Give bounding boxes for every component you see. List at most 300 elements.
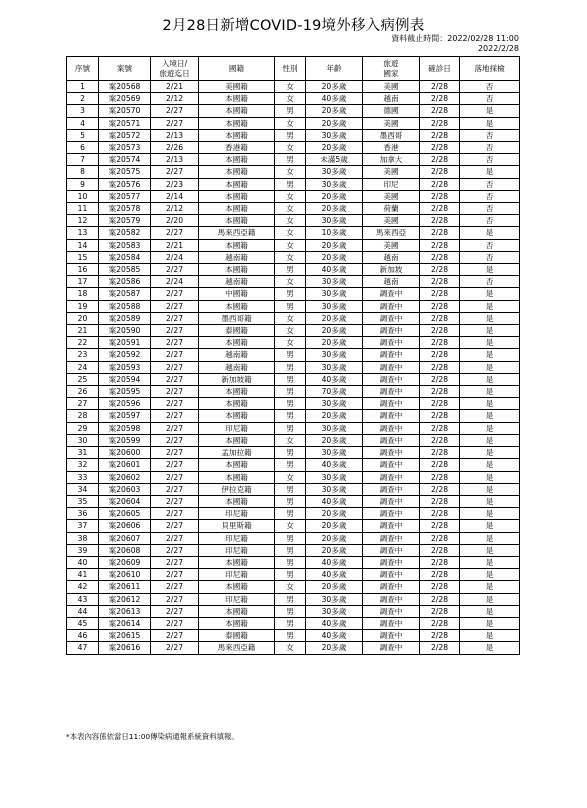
cell-sex: 男: [275, 459, 306, 471]
cell-seq: 14: [67, 239, 99, 251]
cell-diagnosis-date: 2/28: [420, 593, 460, 605]
cell-airport-test: 否: [460, 129, 520, 141]
cell-seq: 9: [67, 178, 99, 190]
cell-travel-country: 德國: [363, 105, 420, 117]
col-header-case-id: 案號: [99, 57, 151, 81]
cell-diagnosis-date: 2/28: [420, 142, 460, 154]
cell-sex: 男: [275, 361, 306, 373]
cell-entry-date: 2/27: [151, 532, 199, 544]
cell-case-id: 案20572: [99, 129, 151, 141]
cell-nationality: 泰國籍: [199, 325, 275, 337]
cell-entry-date: 2/27: [151, 300, 199, 312]
cell-travel-country: 調查中: [363, 410, 420, 422]
cell-airport-test: 是: [460, 300, 520, 312]
cell-nationality: 本國籍: [199, 190, 275, 202]
cell-nationality: 馬來西亞籍: [199, 227, 275, 239]
cell-age: 40多歲: [306, 459, 363, 471]
cell-age: 40多歲: [306, 93, 363, 105]
cell-age: 30多歲: [306, 471, 363, 483]
cell-diagnosis-date: 2/28: [420, 227, 460, 239]
col-header-airport-test: 落地採檢: [460, 57, 520, 81]
cell-travel-country: 調查中: [363, 556, 420, 568]
cell-entry-date: 2/27: [151, 471, 199, 483]
cell-airport-test: 否: [460, 203, 520, 215]
cell-case-id: 案20569: [99, 93, 151, 105]
cell-seq: 7: [67, 154, 99, 166]
table-row: [67, 142, 520, 154]
cell-travel-country: 調查中: [363, 398, 420, 410]
travel-country-label-line2: 國家: [383, 68, 399, 78]
cell-age: 20多歲: [306, 239, 363, 251]
cell-age: 20多歲: [306, 642, 363, 654]
cell-entry-date: 2/27: [151, 544, 199, 556]
cell-diagnosis-date: 2/28: [420, 459, 460, 471]
cell-case-id: 案20571: [99, 117, 151, 129]
cell-sex: 女: [275, 81, 306, 93]
cell-nationality: 本國籍: [199, 166, 275, 178]
cell-seq: 32: [67, 459, 99, 471]
cell-diagnosis-date: 2/28: [420, 471, 460, 483]
cell-diagnosis-date: 2/28: [420, 81, 460, 93]
cell-seq: 1: [67, 81, 99, 93]
cell-entry-date: 2/27: [151, 520, 199, 532]
cell-entry-date: 2/27: [151, 105, 199, 117]
cell-age: 30多歲: [306, 349, 363, 361]
cell-travel-country: 調查中: [363, 373, 420, 385]
cell-travel-country: 調查中: [363, 508, 420, 520]
cell-nationality: 印尼籍: [199, 508, 275, 520]
cell-age: 20多歲: [306, 142, 363, 154]
table-row: [67, 617, 520, 629]
cell-seq: 31: [67, 447, 99, 459]
cell-travel-country: 美國: [363, 81, 420, 93]
cell-sex: 女: [275, 203, 306, 215]
cell-seq: 47: [67, 642, 99, 654]
cell-sex: 女: [275, 142, 306, 154]
cell-case-id: 案20575: [99, 166, 151, 178]
cell-age: 20多歲: [306, 434, 363, 446]
table-row: [67, 325, 520, 337]
cell-airport-test: 否: [460, 239, 520, 251]
cell-age: 20多歲: [306, 105, 363, 117]
cell-seq: 29: [67, 422, 99, 434]
cell-sex: 男: [275, 495, 306, 507]
cell-sex: 女: [275, 190, 306, 202]
cell-diagnosis-date: 2/28: [420, 642, 460, 654]
cell-airport-test: 是: [460, 642, 520, 654]
cell-seq: 21: [67, 325, 99, 337]
cell-age: 30多歲: [306, 178, 363, 190]
cell-diagnosis-date: 2/28: [420, 617, 460, 629]
cell-travel-country: 調查中: [363, 642, 420, 654]
table-row: [67, 508, 520, 520]
cell-seq: 33: [67, 471, 99, 483]
cell-case-id: 案20609: [99, 556, 151, 568]
cell-seq: 13: [67, 227, 99, 239]
cell-diagnosis-date: 2/28: [420, 288, 460, 300]
cell-case-id: 案20608: [99, 544, 151, 556]
cell-travel-country: 調查中: [363, 520, 420, 532]
cell-airport-test: 否: [460, 178, 520, 190]
table-row: [67, 239, 520, 251]
cell-entry-date: 2/14: [151, 190, 199, 202]
cell-age: 30多歲: [306, 300, 363, 312]
cell-travel-country: 調查中: [363, 337, 420, 349]
cell-airport-test: 是: [460, 386, 520, 398]
cell-case-id: 案20584: [99, 251, 151, 263]
cell-travel-country: 調查中: [363, 617, 420, 629]
cell-age: 20多歲: [306, 325, 363, 337]
cell-entry-date: 2/27: [151, 361, 199, 373]
cell-airport-test: 否: [460, 154, 520, 166]
table-row: [67, 581, 520, 593]
cell-case-id: 案20604: [99, 495, 151, 507]
col-header-age: 年齡: [306, 57, 363, 81]
table-row: [67, 337, 520, 349]
cell-airport-test: 是: [460, 373, 520, 385]
cell-travel-country: 加拿大: [363, 154, 420, 166]
cell-case-id: 案20582: [99, 227, 151, 239]
cell-age: 40多歲: [306, 630, 363, 642]
cell-travel-country: 調查中: [363, 300, 420, 312]
cell-travel-country: 美國: [363, 239, 420, 251]
cell-travel-country: 調查中: [363, 422, 420, 434]
cell-seq: 27: [67, 398, 99, 410]
table-row: [67, 312, 520, 324]
cell-seq: 42: [67, 581, 99, 593]
cell-seq: 5: [67, 129, 99, 141]
col-header-travel-country: [363, 57, 420, 81]
cell-airport-test: 是: [460, 105, 520, 117]
cell-airport-test: 是: [460, 495, 520, 507]
cell-age: 70多歲: [306, 386, 363, 398]
cell-sex: 男: [275, 556, 306, 568]
table-row: [67, 117, 520, 129]
cell-diagnosis-date: 2/28: [420, 483, 460, 495]
cell-entry-date: 2/27: [151, 434, 199, 446]
cell-entry-date: 2/27: [151, 495, 199, 507]
cell-nationality: 貝里斯籍: [199, 520, 275, 532]
cell-sex: 女: [275, 117, 306, 129]
cell-nationality: 本國籍: [199, 154, 275, 166]
cell-airport-test: 是: [460, 532, 520, 544]
table-row: [67, 593, 520, 605]
cell-age: 30多歲: [306, 398, 363, 410]
table-row: [67, 264, 520, 276]
cell-age: 20多歲: [306, 312, 363, 324]
table-row: [67, 361, 520, 373]
cell-travel-country: 美國: [363, 190, 420, 202]
cell-diagnosis-date: 2/28: [420, 190, 460, 202]
cell-entry-date: 2/27: [151, 459, 199, 471]
table-row: [67, 190, 520, 202]
table-row: [67, 251, 520, 263]
cell-travel-country: 荷蘭: [363, 203, 420, 215]
cell-nationality: 新加坡籍: [199, 373, 275, 385]
cell-nationality: 中國籍: [199, 288, 275, 300]
cell-sex: 男: [275, 410, 306, 422]
cell-airport-test: 否: [460, 93, 520, 105]
cell-sex: 女: [275, 215, 306, 227]
cell-sex: 女: [275, 325, 306, 337]
table-row: [67, 93, 520, 105]
cell-age: 20多歲: [306, 251, 363, 263]
cell-nationality: 香港籍: [199, 142, 275, 154]
cell-seq: 28: [67, 410, 99, 422]
cell-seq: 19: [67, 300, 99, 312]
cell-seq: 8: [67, 166, 99, 178]
cell-sex: 男: [275, 569, 306, 581]
cell-diagnosis-date: 2/28: [420, 203, 460, 215]
cell-diagnosis-date: 2/28: [420, 569, 460, 581]
table-row: [67, 520, 520, 532]
cell-seq: 23: [67, 349, 99, 361]
cell-case-id: 案20610: [99, 569, 151, 581]
cell-travel-country: 美國: [363, 166, 420, 178]
cell-nationality: 本國籍: [199, 117, 275, 129]
table-row: [67, 288, 520, 300]
cell-case-id: 案20588: [99, 300, 151, 312]
cell-entry-date: 2/27: [151, 398, 199, 410]
cell-airport-test: 是: [460, 288, 520, 300]
cell-seq: 35: [67, 495, 99, 507]
cell-travel-country: 調查中: [363, 312, 420, 324]
cell-entry-date: 2/27: [151, 581, 199, 593]
cell-airport-test: 是: [460, 398, 520, 410]
cell-entry-date: 2/21: [151, 81, 199, 93]
cell-seq: 39: [67, 544, 99, 556]
cell-diagnosis-date: 2/28: [420, 398, 460, 410]
cell-entry-date: 2/27: [151, 569, 199, 581]
cell-entry-date: 2/23: [151, 178, 199, 190]
cell-sex: 男: [275, 398, 306, 410]
cell-airport-test: 是: [460, 581, 520, 593]
cell-seq: 17: [67, 276, 99, 288]
cell-nationality: 本國籍: [199, 129, 275, 141]
cell-travel-country: 調查中: [363, 471, 420, 483]
cell-entry-date: 2/26: [151, 142, 199, 154]
cell-entry-date: 2/27: [151, 349, 199, 361]
cell-entry-date: 2/27: [151, 264, 199, 276]
cell-age: 30多歲: [306, 129, 363, 141]
cell-case-id: 案20602: [99, 471, 151, 483]
cell-travel-country: 調查中: [363, 434, 420, 446]
cell-sex: 男: [275, 288, 306, 300]
cell-sex: 男: [275, 422, 306, 434]
cell-nationality: 越南籍: [199, 349, 275, 361]
cell-diagnosis-date: 2/28: [420, 508, 460, 520]
cell-age: 20多歲: [306, 81, 363, 93]
cell-case-id: 案20613: [99, 605, 151, 617]
cell-entry-date: 2/27: [151, 483, 199, 495]
cell-case-id: 案20592: [99, 349, 151, 361]
cell-sex: 女: [275, 642, 306, 654]
cell-age: 30多歲: [306, 605, 363, 617]
cell-seq: 43: [67, 593, 99, 605]
cell-diagnosis-date: 2/28: [420, 495, 460, 507]
cell-entry-date: 2/27: [151, 325, 199, 337]
cell-nationality: 印尼籍: [199, 532, 275, 544]
cell-sex: 男: [275, 483, 306, 495]
cell-diagnosis-date: 2/28: [420, 325, 460, 337]
cell-age: 40多歲: [306, 569, 363, 581]
cell-sex: 男: [275, 264, 306, 276]
cell-case-id: 案20570: [99, 105, 151, 117]
cell-travel-country: 調查中: [363, 483, 420, 495]
cell-age: 30多歲: [306, 215, 363, 227]
cell-travel-country: 越南: [363, 93, 420, 105]
cell-age: 30多歲: [306, 166, 363, 178]
cell-nationality: 本國籍: [199, 410, 275, 422]
cell-diagnosis-date: 2/28: [420, 129, 460, 141]
cell-airport-test: 否: [460, 81, 520, 93]
cell-nationality: 本國籍: [199, 459, 275, 471]
cell-age: 20多歲: [306, 190, 363, 202]
cell-seq: 26: [67, 386, 99, 398]
cell-seq: 6: [67, 142, 99, 154]
cell-nationality: 馬來西亞籍: [199, 642, 275, 654]
cell-seq: 25: [67, 373, 99, 385]
cell-case-id: 案20594: [99, 373, 151, 385]
cell-airport-test: 是: [460, 227, 520, 239]
cell-entry-date: 2/27: [151, 642, 199, 654]
cell-diagnosis-date: 2/28: [420, 178, 460, 190]
cell-entry-date: 2/13: [151, 129, 199, 141]
cell-nationality: 泰國籍: [199, 630, 275, 642]
page-title: 2月28日新增COVID-19境外移入病例表: [162, 18, 425, 34]
cell-airport-test: 是: [460, 117, 520, 129]
cell-nationality: 本國籍: [199, 495, 275, 507]
table-row: [67, 227, 520, 239]
cell-sex: 女: [275, 251, 306, 263]
cell-sex: 女: [275, 227, 306, 239]
cell-nationality: 本國籍: [199, 398, 275, 410]
cell-seq: 40: [67, 556, 99, 568]
cell-seq: 44: [67, 605, 99, 617]
cell-age: 30多歲: [306, 361, 363, 373]
cell-case-id: 案20595: [99, 386, 151, 398]
col-header-seq: 序號: [67, 57, 99, 81]
cell-sex: 女: [275, 520, 306, 532]
col-header-nationality: 國籍: [199, 57, 275, 81]
cell-diagnosis-date: 2/28: [420, 605, 460, 617]
cell-entry-date: 2/27: [151, 410, 199, 422]
cell-airport-test: 是: [460, 312, 520, 324]
cell-diagnosis-date: 2/28: [420, 532, 460, 544]
entry-date-label-line2: 旅遊迄日: [159, 68, 190, 78]
cell-case-id: 案20612: [99, 593, 151, 605]
cell-diagnosis-date: 2/28: [420, 154, 460, 166]
col-header-entry-date: [151, 57, 199, 81]
cell-travel-country: 調查中: [363, 593, 420, 605]
cell-nationality: 本國籍: [199, 105, 275, 117]
cell-nationality: 墨西哥籍: [199, 312, 275, 324]
cell-case-id: 案20597: [99, 410, 151, 422]
cell-age: 20多歲: [306, 117, 363, 129]
cell-airport-test: 是: [460, 410, 520, 422]
cell-age: 30多歲: [306, 593, 363, 605]
cell-travel-country: 調查中: [363, 386, 420, 398]
col-header-diagnosis-date: 確診日: [420, 57, 460, 81]
cell-airport-test: 是: [460, 166, 520, 178]
cell-seq: 37: [67, 520, 99, 532]
cell-nationality: 本國籍: [199, 300, 275, 312]
cell-nationality: 越南籍: [199, 251, 275, 263]
cell-seq: 11: [67, 203, 99, 215]
cell-entry-date: 2/27: [151, 605, 199, 617]
cell-entry-date: 2/13: [151, 154, 199, 166]
cell-travel-country: 調查中: [363, 459, 420, 471]
cell-nationality: 本國籍: [199, 605, 275, 617]
cell-sex: 男: [275, 630, 306, 642]
cell-case-id: 案20583: [99, 239, 151, 251]
table-row: [67, 166, 520, 178]
cell-travel-country: 新加坡: [363, 264, 420, 276]
cell-age: 40多歲: [306, 373, 363, 385]
cell-age: 20多歲: [306, 410, 363, 422]
cell-seq: 36: [67, 508, 99, 520]
cell-sex: 女: [275, 312, 306, 324]
table-row: [67, 459, 520, 471]
cell-nationality: 印尼籍: [199, 569, 275, 581]
cell-case-id: 案20585: [99, 264, 151, 276]
cell-seq: 2: [67, 93, 99, 105]
report-date: 2022/2/28: [477, 44, 519, 53]
cell-airport-test: 是: [460, 337, 520, 349]
cell-airport-test: 是: [460, 556, 520, 568]
cell-airport-test: 是: [460, 361, 520, 373]
cell-age: 20多歲: [306, 581, 363, 593]
cell-diagnosis-date: 2/28: [420, 349, 460, 361]
case-table: [66, 56, 520, 655]
cell-diagnosis-date: 2/28: [420, 581, 460, 593]
cell-seq: 16: [67, 264, 99, 276]
cell-entry-date: 2/27: [151, 227, 199, 239]
cell-age: 30多歲: [306, 483, 363, 495]
cell-case-id: 案20574: [99, 154, 151, 166]
cell-case-id: 案20615: [99, 630, 151, 642]
cell-entry-date: 2/27: [151, 447, 199, 459]
cell-nationality: 印尼籍: [199, 593, 275, 605]
cell-diagnosis-date: 2/28: [420, 422, 460, 434]
cell-airport-test: 是: [460, 422, 520, 434]
table-row: [67, 630, 520, 642]
cell-case-id: 案20578: [99, 203, 151, 215]
cell-seq: 4: [67, 117, 99, 129]
cell-travel-country: 美國: [363, 117, 420, 129]
cell-travel-country: 馬來西亞: [363, 227, 420, 239]
cell-case-id: 案20600: [99, 447, 151, 459]
cell-sex: 男: [275, 532, 306, 544]
cell-diagnosis-date: 2/28: [420, 312, 460, 324]
cell-entry-date: 2/27: [151, 508, 199, 520]
cell-sex: 女: [275, 239, 306, 251]
cell-age: 40多歲: [306, 495, 363, 507]
cell-sex: 女: [275, 276, 306, 288]
cell-entry-date: 2/27: [151, 166, 199, 178]
cell-nationality: 本國籍: [199, 581, 275, 593]
cell-entry-date: 2/27: [151, 422, 199, 434]
cell-nationality: 本國籍: [199, 471, 275, 483]
table-row: [67, 434, 520, 446]
cell-nationality: 本國籍: [199, 556, 275, 568]
cell-airport-test: 是: [460, 447, 520, 459]
table-row: [67, 483, 520, 495]
cell-nationality: 伊拉克籍: [199, 483, 275, 495]
cell-airport-test: 是: [460, 630, 520, 642]
cell-travel-country: 調查中: [363, 581, 420, 593]
cell-age: 20多歲: [306, 508, 363, 520]
